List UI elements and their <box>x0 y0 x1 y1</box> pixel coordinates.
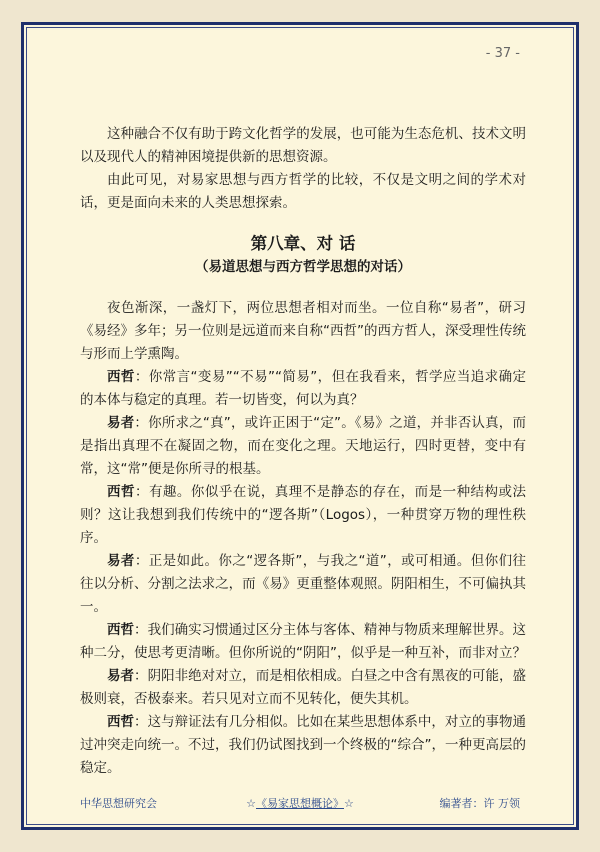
dialogue-line <box>80 619 526 665</box>
dialogue-text: ：你所求之“真”，或许正困于“定”。《易》之道，并非否认真，而是指出真理不在凝固之物，而在变化之理。天地运行，四时更替，变中有常，这“常”便是你所寻的根基。 <box>80 415 527 477</box>
dialogue-line <box>80 711 526 780</box>
speaker-name: 西哲 <box>107 622 135 638</box>
narration-paragraph: 夜色渐深，一盏灯下，两位思想者相对而坐。一位自称“易者”，研习《易经》多年；另一位则是远道而来自称“西哲”的西方哲人，深受理性传统与形而上学熏陶。 <box>80 300 526 362</box>
dialogue-text: ：阴阳非绝对对立，而是相依相成。白昼之中含有黑夜的可能，盛极则衰，否极泰来。若只见对立而不见转化，便失其机。 <box>80 668 527 707</box>
speaker-name: 易者 <box>107 668 135 684</box>
speaker-name: 西哲 <box>107 484 135 500</box>
page-footer <box>80 795 520 811</box>
footer-author: 编著者：许 万领 <box>439 797 520 810</box>
dialogue-line <box>80 481 526 550</box>
page-number: - 37 - <box>485 46 520 61</box>
star-icon: ☆ <box>344 797 354 810</box>
star-icon: ☆ <box>246 797 256 810</box>
dialogue-line <box>80 366 526 412</box>
dialogue-text: ：正是如此。你之“逻各斯”，与我之“道”，或可相通。但你们往往以分析、分割之法求之，而《易》更重整体观照。阴阳相生，不可偏执其一。 <box>80 553 526 615</box>
page-content <box>80 123 526 780</box>
speaker-name: 易者 <box>107 553 135 569</box>
chapter-subtitle: （易道思想与西方哲学思想的对话） <box>195 259 411 275</box>
speaker-name: 西哲 <box>107 714 135 730</box>
dialogue-text: ：你常言“变易”“不易”“简易”，但在我看来，哲学应当追求确定的本体与稳定的真理。若一切皆变，何以为真？ <box>80 369 527 408</box>
body-paragraph: 由此可见，对易家思想与西方哲学的比较，不仅是文明之间的学术对话，更是面向未来的人类思想探索。 <box>80 172 526 211</box>
dialogue-line <box>80 412 526 481</box>
chapter-title: 第八章、对 话 <box>250 234 356 253</box>
speaker-name: 西哲 <box>107 369 135 385</box>
dialogue-text: ：这与辩证法有几分相似。比如在某些思想体系中，对立的事物通过冲突走向统一。不过，我们仍试图找到一个终极的“综合”，一种更高层的稳定。 <box>80 714 527 776</box>
body-paragraph: 这种融合不仅有助于跨文化哲学的发展，也可能为生态危机、技术文明以及现代人的精神困境提供新的思想资源。 <box>80 126 526 165</box>
footer-organization: 中华思想研究会 <box>80 797 157 810</box>
footer-title-text: 《易家思想概论》 <box>256 797 344 810</box>
page-frame <box>21 22 579 830</box>
dialogue-text: ：有趣。你似乎在说，真理不是静态的存在，而是一种结构或法则？这让我想到我们传统中的“逻各斯”（Logos），一种贯穿万物的理性秩序。 <box>80 484 527 546</box>
dialogue-line <box>80 665 526 711</box>
dialogue-line <box>80 550 526 619</box>
dialogue-text: ：我们确实习惯通过区分主体与客体、精神与物质来理解世界。这种二分，使思考更清晰。但你所说的“阴阳”，似乎是一种互补，而非对立？ <box>80 622 527 661</box>
speaker-name: 易者 <box>107 415 135 431</box>
